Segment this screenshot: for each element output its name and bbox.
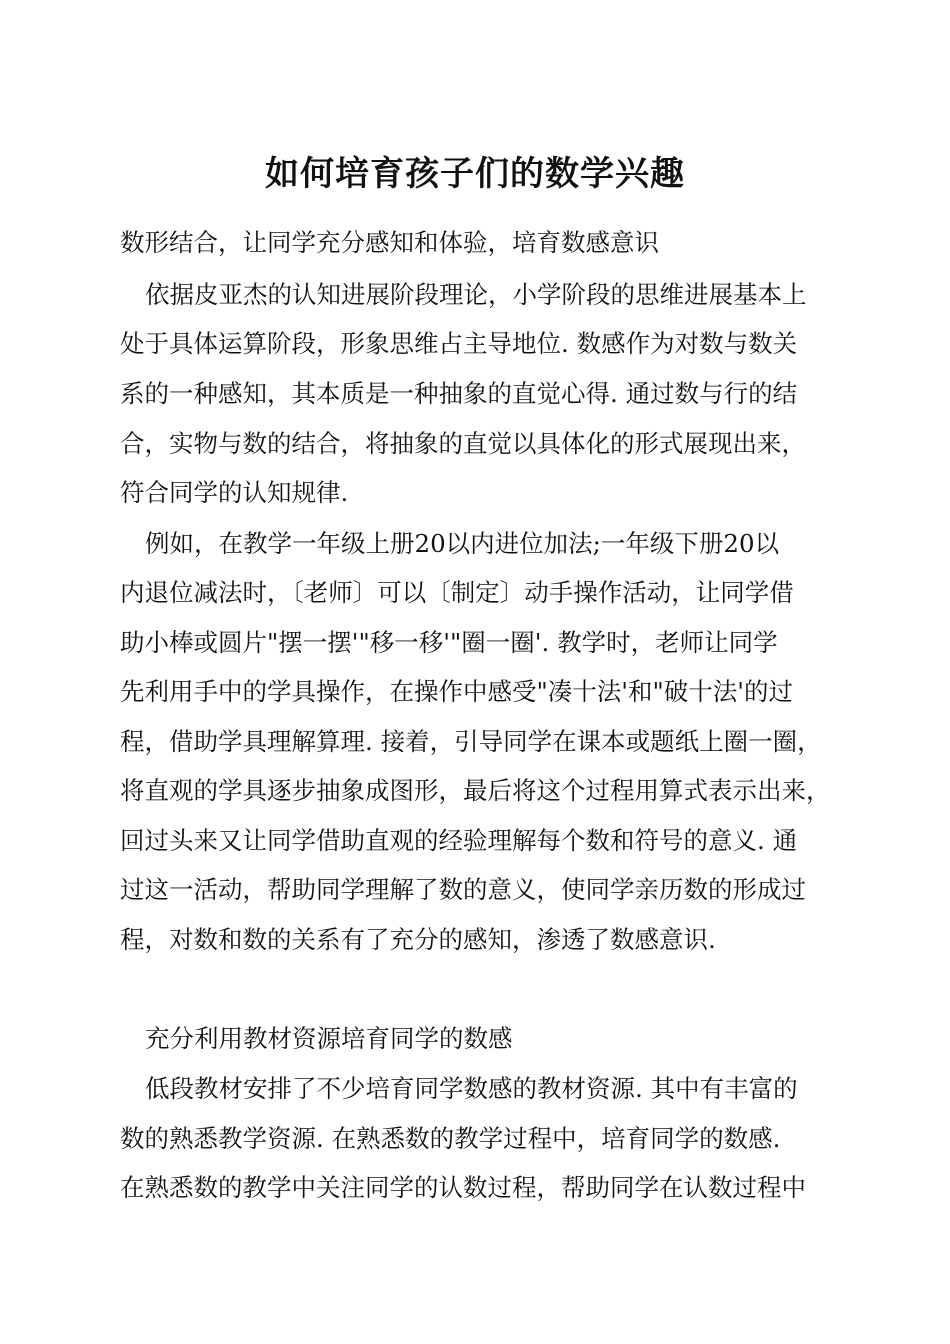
paragraph-line: 内退位减法时，〔老师〕可以〔制定〕动手操作活动，让同学借 (120, 578, 794, 607)
paragraph-line: 过这一活动，帮助同学理解了数的意义，使同学亲历数的形成过 (120, 875, 806, 904)
paragraph-line: 回过头来又让同学借助直观的经验理解每个数和符号的意义. 通 (120, 826, 798, 855)
paragraph-line: 将直观的学具逐步抽象成图形，最后将这个过程用算式表示出来， (120, 776, 831, 805)
paragraph-line: 符合同学的认知规律. (120, 478, 349, 507)
paragraph-line: 系的一种感知，其本质是一种抽象的直觉心得. 通过数与行的结 (120, 379, 798, 408)
paragraph-line: 数的熟悉教学资源. 在熟悉数的教学过程中，培育同学的数感. (120, 1124, 781, 1153)
paragraph-line: 依据皮亚杰的认知进展阶段理论，小学阶段的思维进展基本上 (145, 280, 807, 309)
paragraph-line: 助小棒或圆片"摆一摆'"移一移'"圈一圈'. 教学时，老师让同学 (120, 628, 778, 657)
paragraph-line: 先利用手中的学具操作，在操作中感受"凑十法'和"破十法'的过 (120, 677, 794, 706)
paragraph-line: 低段教材安排了不少培育同学数感的教材资源. 其中有丰富的 (145, 1074, 798, 1103)
section-heading: 数形结合，让同学充分感知和体验，培育数感意识 (120, 228, 659, 257)
paragraph-line: 程，对数和数的关系有了充分的感知，渗透了数感意识. (120, 925, 716, 954)
paragraph-line: 例如，在教学一年级上册20以内进位加法;一年级下册20以 (145, 529, 780, 558)
paragraph-line: 处于具体运算阶段，形象思维占主导地位. 数感作为对数与数关 (120, 329, 798, 358)
page-title: 如何培育孩子们的数学兴趣 (265, 154, 685, 194)
paragraph-line: 程，借助学具理解算理. 接着，引导同学在课本或题纸上圈一圈， (120, 727, 822, 756)
paragraph-line: 合，实物与数的结合，将抽象的直觉以具体化的形式展现出来， (120, 429, 806, 458)
paragraph-line: 在熟悉数的教学中关注同学的认数过程，帮助同学在认数过程中 (120, 1173, 806, 1202)
section-heading: 充分利用教材资源培育同学的数感 (145, 1024, 513, 1053)
